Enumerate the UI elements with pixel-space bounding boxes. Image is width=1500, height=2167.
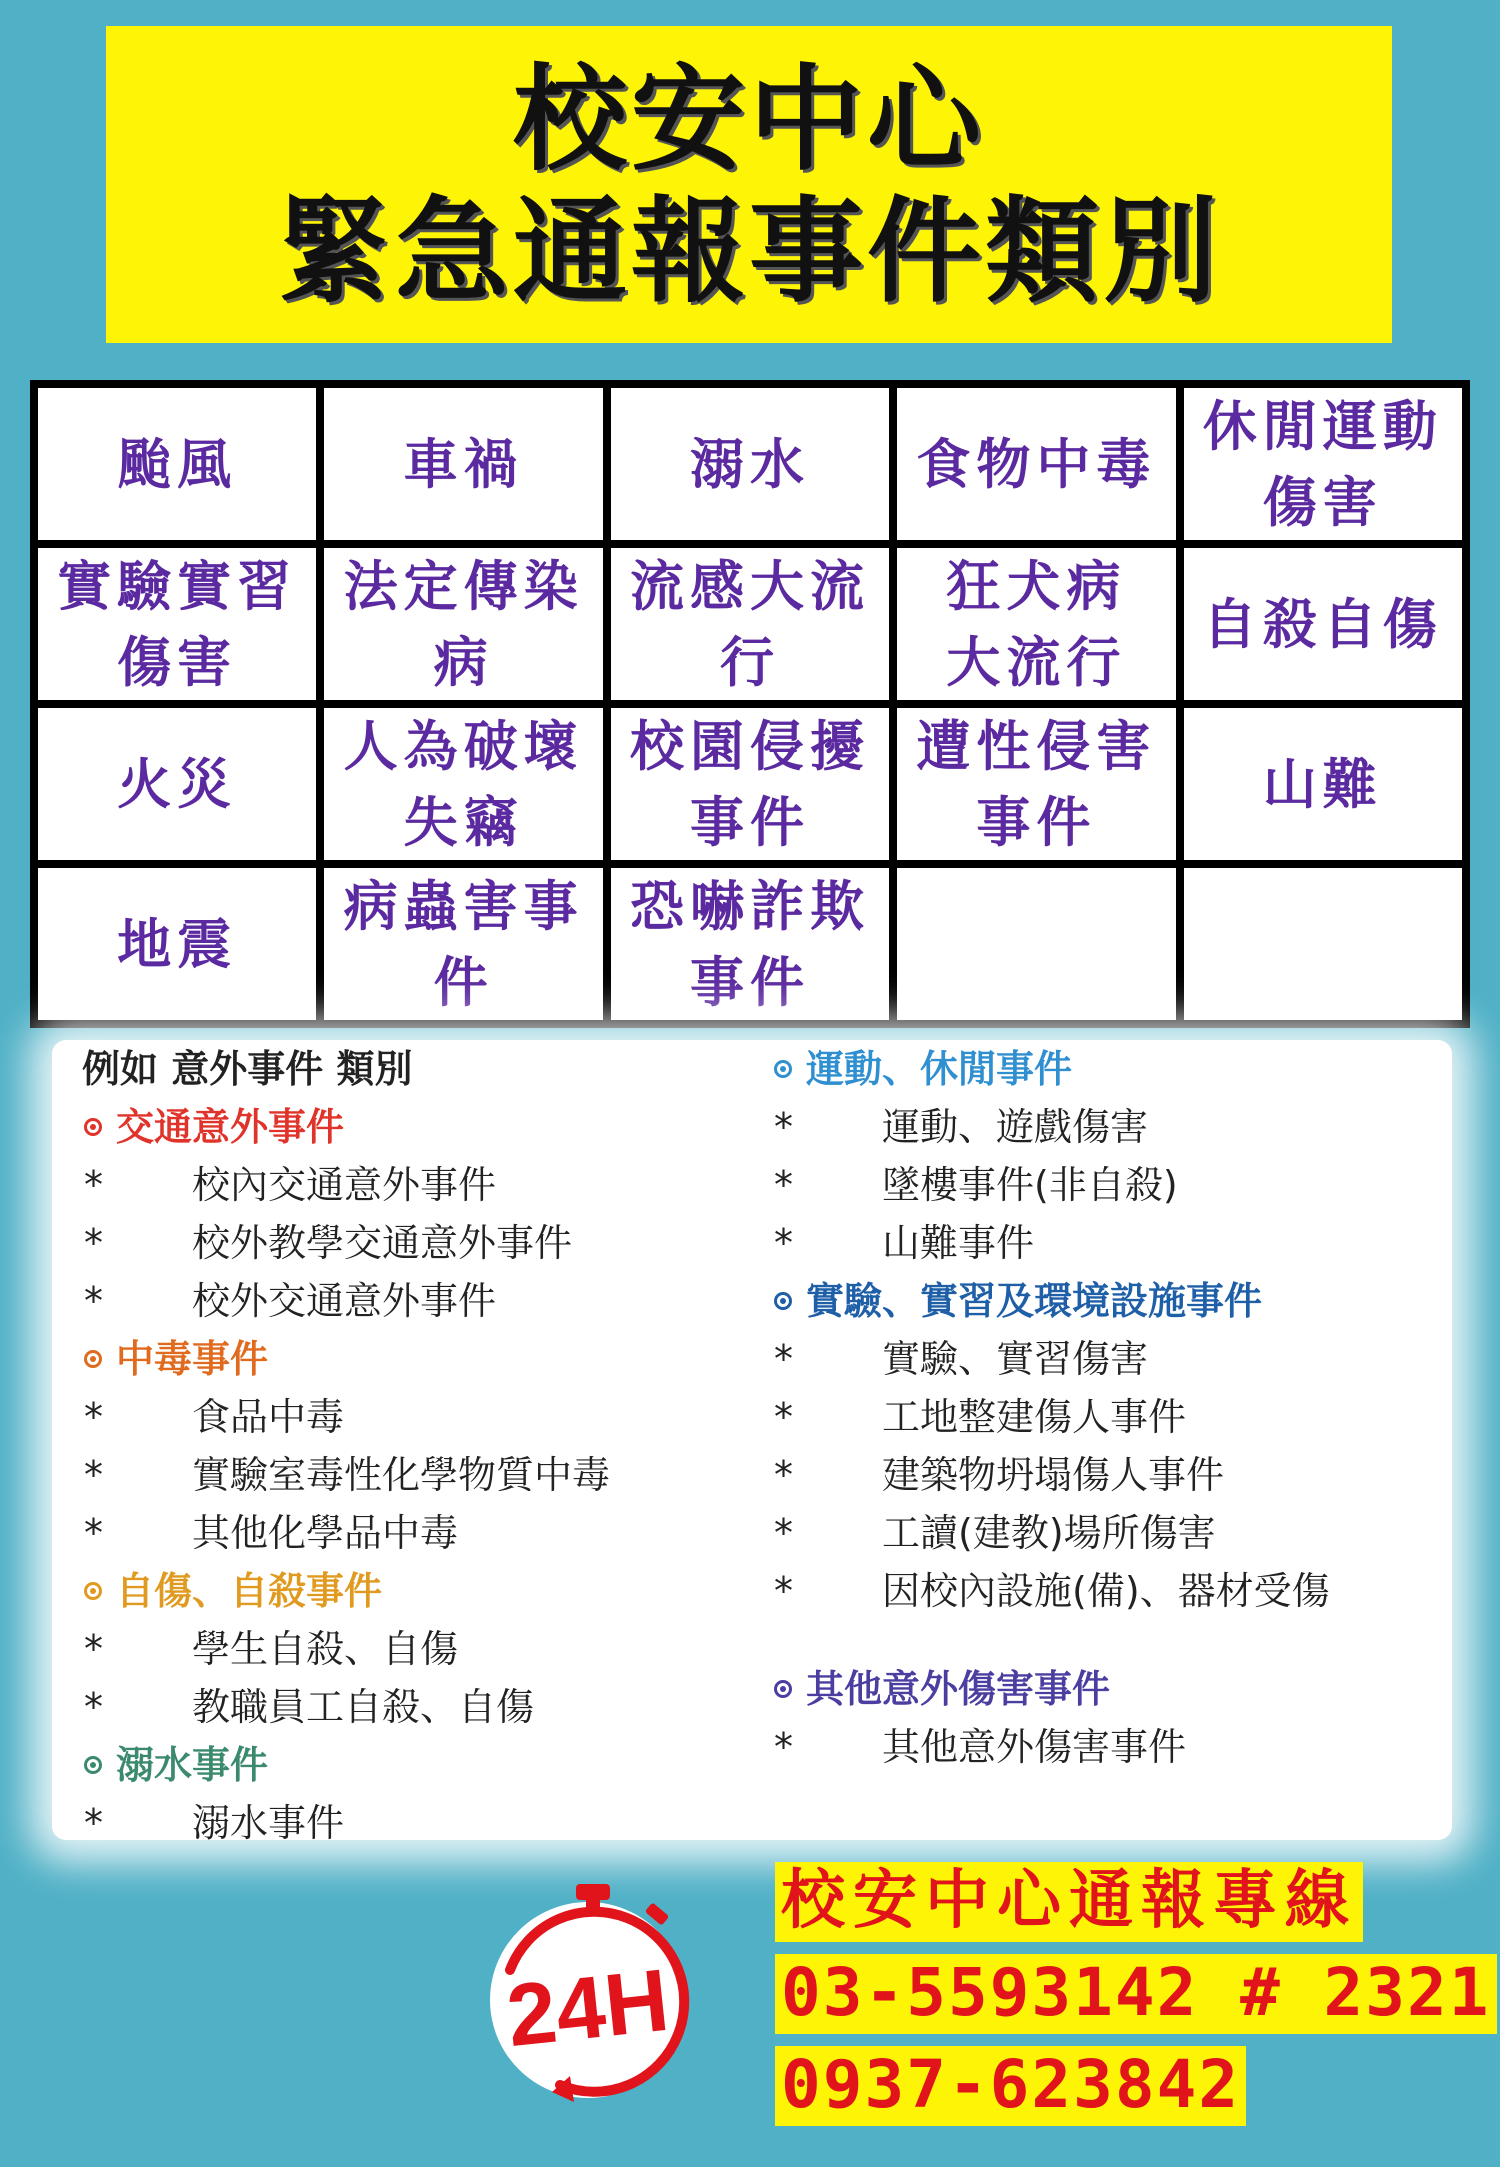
category-cell: 狂犬病 大流行 <box>897 548 1175 700</box>
bullet-circle-icon <box>84 1118 102 1136</box>
asterisk-bullet: * <box>774 1725 793 1769</box>
list-item-label: 運動、遊戲傷害 <box>882 1105 1149 1149</box>
list-item <box>82 1156 742 1214</box>
list-item <box>772 1562 1432 1620</box>
category-cell: 地震 <box>38 868 316 1020</box>
bullet-circle-icon <box>774 1680 792 1698</box>
list-item-label: 校內交通意外事件 <box>192 1163 497 1207</box>
asterisk-bullet: * <box>84 1221 103 1265</box>
asterisk-bullet: * <box>84 1279 103 1323</box>
category-cell: 人為破壞 失竊 <box>324 708 602 860</box>
list-item-label: 教職員工自殺、自傷 <box>192 1685 535 1729</box>
category-heading <box>772 1272 1432 1330</box>
category-cell: 實驗實習 傷害 <box>38 548 316 700</box>
category-cell: 遭性侵害 事件 <box>897 708 1175 860</box>
asterisk-bullet: * <box>774 1453 793 1497</box>
page-title-line-1: 校安中心 <box>512 51 985 186</box>
category-cell: 病蟲害事 件 <box>324 868 602 1020</box>
category-heading-label: 自傷、自殺事件 <box>116 1569 383 1613</box>
category-heading-label: 中毒事件 <box>116 1337 269 1381</box>
list-item <box>772 1330 1432 1388</box>
list-item <box>82 1214 742 1272</box>
category-cell: 颱風 <box>38 388 316 540</box>
category-heading-label: 實驗、實習及環境設施事件 <box>806 1279 1263 1323</box>
category-cell: 休閒運動 傷害 <box>1184 388 1462 540</box>
list-item-label: 其他化學品中毒 <box>192 1511 459 1555</box>
asterisk-bullet: * <box>774 1395 793 1439</box>
asterisk-bullet: * <box>774 1163 793 1207</box>
category-heading-label: 交通意外事件 <box>116 1105 345 1149</box>
category-cell: 山難 <box>1184 708 1462 860</box>
category-cell: 溺水 <box>611 388 889 540</box>
list-item <box>82 1272 742 1330</box>
category-cell: 恐嚇詐欺 事件 <box>611 868 889 1020</box>
bullet-circle-icon <box>774 1292 792 1310</box>
examples-panel <box>52 1040 1452 1845</box>
list-item <box>82 1678 742 1736</box>
list-item-label: 工讀(建教)場所傷害 <box>882 1511 1216 1555</box>
list-item-label: 實驗室毒性化學物質中毒 <box>192 1453 611 1497</box>
list-item <box>82 1620 742 1678</box>
list-item <box>82 1446 742 1504</box>
list-item <box>772 1214 1432 1272</box>
list-item-label: 工地整建傷人事件 <box>882 1395 1187 1439</box>
list-item <box>772 1388 1432 1446</box>
category-heading <box>772 1040 1432 1098</box>
asterisk-bullet: * <box>774 1569 793 1613</box>
examples-heading: 例如 意外事件 類別 <box>82 1047 413 1091</box>
list-item-label: 建築物坍塌傷人事件 <box>882 1453 1225 1497</box>
category-heading <box>772 1660 1432 1718</box>
bullet-circle-icon <box>84 1756 102 1774</box>
asterisk-bullet: * <box>774 1337 793 1381</box>
list-item-label: 食品中毒 <box>192 1395 345 1439</box>
list-item-label: 校外交通意外事件 <box>192 1279 497 1323</box>
list-item-label: 校外教學交通意外事件 <box>192 1221 573 1265</box>
bullet-circle-icon <box>84 1582 102 1600</box>
category-heading-label: 溺水事件 <box>116 1743 269 1787</box>
list-item-label: 其他意外傷害事件 <box>882 1725 1187 1769</box>
list-item <box>772 1098 1432 1156</box>
category-heading <box>82 1098 742 1156</box>
asterisk-bullet: * <box>84 1511 103 1555</box>
list-item-label: 墜樓事件(非自殺) <box>882 1163 1178 1207</box>
hotline-block <box>775 1862 1497 2138</box>
category-heading-label: 其他意外傷害事件 <box>806 1667 1111 1711</box>
category-cell: 自殺自傷 <box>1184 548 1462 700</box>
category-cell: 流感大流 行 <box>611 548 889 700</box>
bullet-circle-icon <box>84 1350 102 1368</box>
asterisk-bullet: * <box>84 1627 103 1671</box>
asterisk-bullet: * <box>84 1801 103 1845</box>
category-cell <box>1184 868 1462 1020</box>
asterisk-bullet: * <box>774 1105 793 1149</box>
bullet-circle-icon <box>774 1060 792 1078</box>
asterisk-bullet: * <box>84 1163 103 1207</box>
category-heading-label: 運動、休閒事件 <box>806 1047 1073 1091</box>
asterisk-bullet: * <box>84 1395 103 1439</box>
asterisk-bullet: * <box>84 1453 103 1497</box>
title-banner <box>106 26 1392 343</box>
hotline-phone-1[interactable]: 03-5593142 # 2321 <box>775 1954 1497 2034</box>
list-item-label: 因校內設施(備)、器材受傷 <box>882 1569 1330 1613</box>
24h-stopwatch-icon <box>470 1870 720 2120</box>
category-cell: 校園侵擾 事件 <box>611 708 889 860</box>
asterisk-bullet: * <box>774 1511 793 1555</box>
list-item <box>82 1388 742 1446</box>
list-item <box>772 1446 1432 1504</box>
list-item <box>82 1504 742 1562</box>
list-item-label: 溺水事件 <box>192 1801 345 1845</box>
examples-left-column <box>82 1040 742 1852</box>
page-title-line-2: 緊急通報事件類別 <box>276 183 1221 318</box>
category-heading <box>82 1562 742 1620</box>
hotline-phone-2[interactable]: 0937-623842 <box>775 2046 1246 2126</box>
list-item <box>772 1156 1432 1214</box>
24h-badge-text: 24H <box>502 1949 674 2066</box>
list-item <box>772 1718 1432 1776</box>
category-cell: 法定傳染 病 <box>324 548 602 700</box>
list-item-label: 實驗、實習傷害 <box>882 1337 1149 1381</box>
spacer <box>772 1620 1432 1660</box>
list-item <box>82 1794 742 1852</box>
list-item <box>772 1504 1432 1562</box>
category-cell: 火災 <box>38 708 316 860</box>
event-category-table <box>30 380 1470 1028</box>
category-cell: 食物中毒 <box>897 388 1175 540</box>
category-cell: 車禍 <box>324 388 602 540</box>
asterisk-bullet: * <box>774 1221 793 1265</box>
asterisk-bullet: * <box>84 1685 103 1729</box>
examples-right-column <box>772 1040 1432 1776</box>
list-item-label: 山難事件 <box>882 1221 1035 1265</box>
list-item-label: 學生自殺、自傷 <box>192 1627 459 1671</box>
category-heading <box>82 1330 742 1388</box>
category-heading <box>82 1736 742 1794</box>
category-cell <box>897 868 1175 1020</box>
hotline-title: 校安中心通報專線 <box>775 1862 1363 1942</box>
